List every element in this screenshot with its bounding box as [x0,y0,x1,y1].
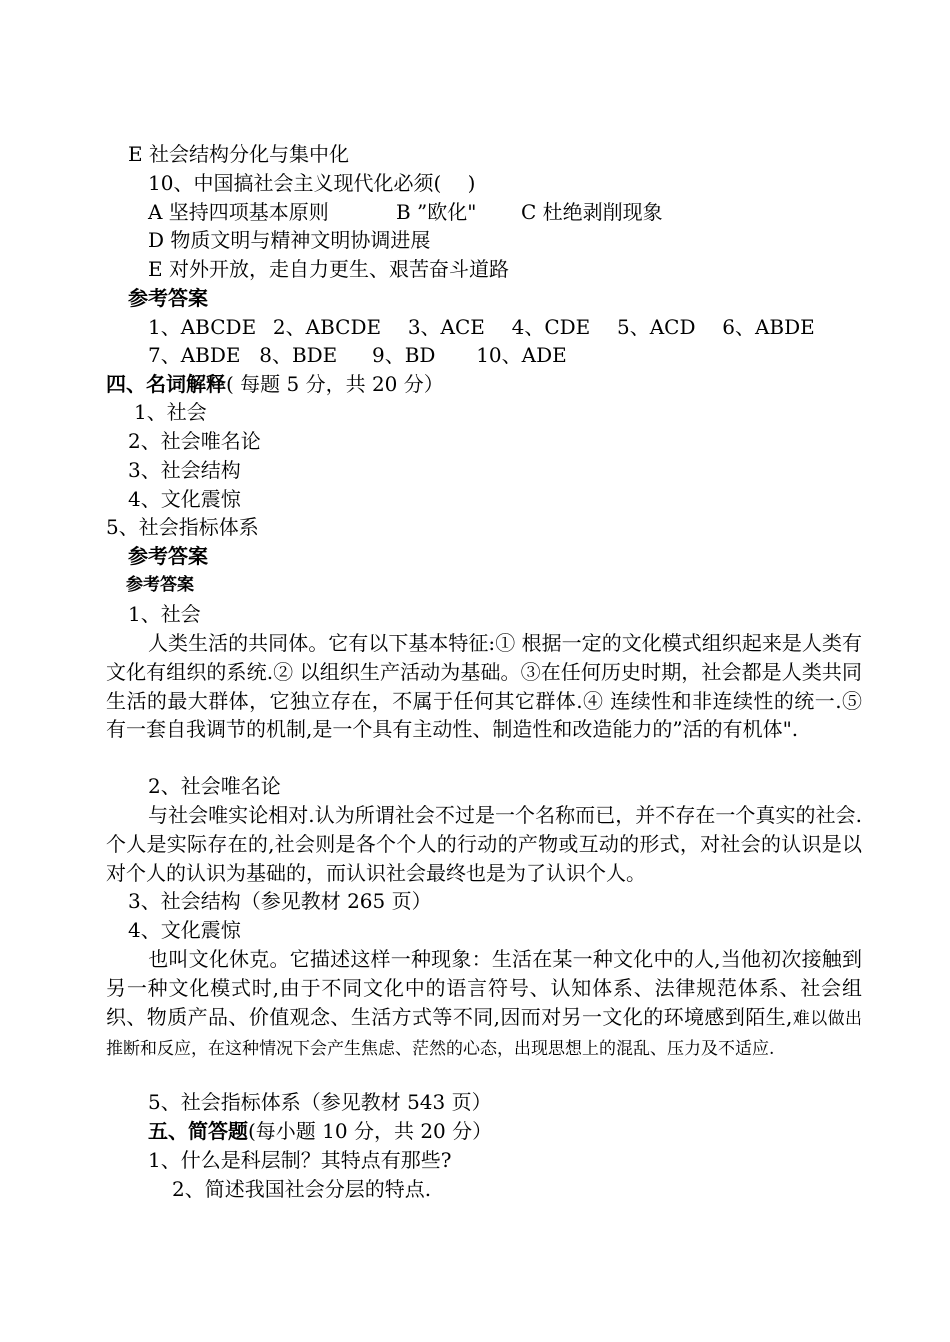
q10-option-a: A 坚持四项基本原则 [148,200,329,224]
term-answer-heading: 参考答案 [128,544,208,568]
term-item-1: 1、社会 [134,400,207,424]
answer-1-text [106,629,862,744]
answer-2-body: 与社会唯实论相对.认为所谓社会不过是一个名称而已，并不存在一个真实的社会.个人是实际存在的,社会则是各个个人的行动的产物或互动的形式，对社会的认识是以对个人的认识为基础的，而认识社会最终也是为了认识个人。 [106,803,862,885]
mc-answer-heading: 参考答案 [128,286,208,310]
term-item-4: 4、文化震惊 [128,487,241,511]
q9-option-e: E 社会结构分化与集中化 [128,142,349,166]
answer-1-title: 1、社会 [128,602,201,626]
mc-answer: 10、ADE [476,343,567,367]
term-item-3: 3、社会结构 [128,458,241,482]
mc-answer: 2、ABCDE [272,315,382,339]
q10-option-c: C 杜绝剥削现象 [521,200,663,224]
term-item-2: 2、社会唯名论 [128,429,261,453]
answer-2-text [106,801,862,887]
section-5-title [148,1117,492,1145]
mc-answer: 4、CDE [511,315,591,339]
section-4-heading: 四、名词解释 [106,372,226,396]
answer-3: 3、社会结构（参见教材 265 页） [128,889,432,913]
answer-4-body: 也叫文化休克。它描述这样一种现象：生活在某一种文化中的人,当他初次接触到另一种文化模式时,由于不同文化中的语言符号、认知体系、法律规范体系、社会组织、物质产品、价值观念、生活方式等不同,因而对另一文化的环境感到陌生, [106,947,862,1029]
answer-4-text [106,945,862,1064]
q10-question: 10、中国搞社会主义现代化必须( ) [148,171,476,195]
section-4-note: ( 每题 5 分，共 20 分） [226,372,444,396]
mc-answer: 5、ACD [617,315,696,339]
mc-answer: 1、ABCDE [148,315,257,339]
answer-2-title: 2、社会唯名论 [148,774,281,798]
q10-option-d: D 物质文明与精神文明协调进展 [148,228,431,252]
mc-answer: 9、BD [372,343,436,367]
answer-4-title: 4、文化震惊 [128,918,241,942]
answer-5: 5、社会指标体系（参见教材 543 页） [148,1090,492,1114]
mc-answer: 7、ABDE [148,343,241,367]
section-4-title [106,370,444,398]
mc-answer: 3、ACE [407,315,485,339]
section-5-note: (每小题 10 分，共 20 分） [248,1119,493,1143]
q10-option-b: B ”欧化" [396,200,477,224]
section-5-heading: 五、简答题 [148,1119,248,1143]
term-item-5: 5、社会指标体系 [106,515,259,539]
mc-answer-row-2 [148,341,567,369]
short-question-1: 1、什么是科层制？其特点有那些? [148,1148,452,1172]
q10-option-e: E 对外开放，走自力更生、艰苦奋斗道路 [148,257,509,281]
mc-answer: 6、ABDE [722,315,815,339]
answer-4-body-small: 难以做出推断和反应，在这种情况下会产生焦虑、茫然的心态，出现思想上的混乱、压力及不适应. [106,1008,862,1060]
term-answer-heading-repeat: 参考答案 [126,575,194,595]
answer-1-body: 人类生活的共同体。它有以下基本特征:① 根据一定的文化模式组织起来是人类有文化有组织的系统.② 以组织生产活动为基础。③在任何历史时期，社会都是人类共同生活的最大群体，它独立存在，不属于任何其它群体.④ 连续性和非连续性的统一.⑤ 有一套自我调节的机制,是一个具有主动性、制造性和改造能力的”活的有机体". [106,631,862,742]
short-question-2: 2、简述我国社会分层的特点. [172,1177,432,1201]
mc-answer-row-1 [148,313,815,341]
mc-answer: 8、BDE [259,343,338,367]
